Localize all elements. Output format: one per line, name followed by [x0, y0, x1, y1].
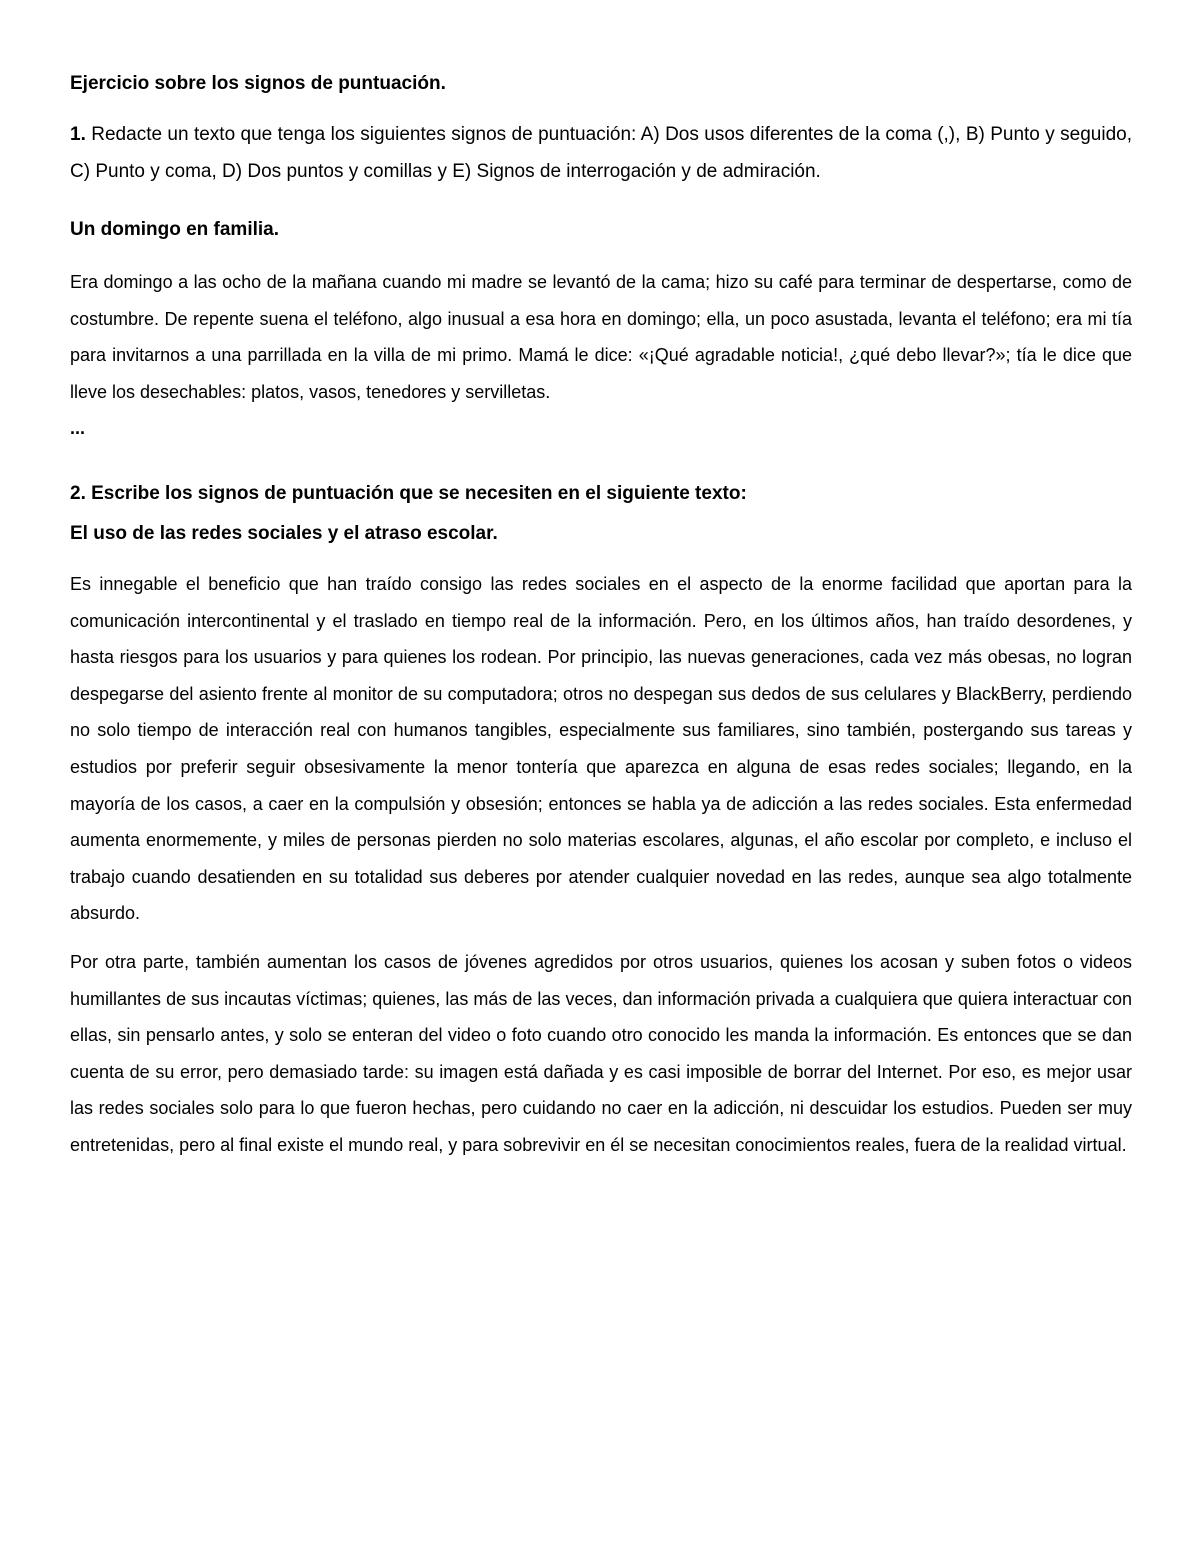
exercise-1-number: 1.	[70, 124, 86, 145]
story-ellipsis: ...	[70, 418, 86, 438]
exercise-1-text: Redacte un texto que tenga los siguientes signos de puntuación: A) Dos usos diferentes de la coma (,), B) Punto y seguido, C) Punto y coma, D) Dos puntos y comillas y E) Signos de interrogación y de admiración.	[70, 124, 1132, 182]
exercise-2-paragraph-1: Es innegable el beneficio que han traído consigo las redes sociales en el aspecto de la enorme facilidad que aportan para la comunicación intercontinental y el traslado en tiempo real de la información. Pero, en los últimos años, han traído desordenes, y hasta riesgos para los usuarios y para quienes los rodean. Por principio, las nuevas generaciones, cada vez más obesas, no logran despegarse del asiento frente al monitor de su computadora; otros no despegan sus dedos de sus celulares y BlackBerry, perdiendo no solo tiempo de interacción real con humanos tangibles, especialmente sus familiares, sino también, postergando sus tareas y estudios por preferir seguir obsesivamente la menor tontería que aparezca en alguna de esas redes sociales; llegando, en la mayoría de los casos, a caer en la compulsión y obsesión; entonces se habla ya de adicción a las redes sociales. Esta enfermedad aumenta enormemente, y miles de personas pierden no solo materias escolares, algunas, el año escolar por completo, e incluso el trabajo cuando desatienden en su totalidad sus deberes por atender cualquier novedad en las redes, aunque sea algo totalmente absurdo.	[70, 574, 1132, 924]
exercise-2-subheading: El uso de las redes sociales y el atraso escolar.	[70, 523, 498, 544]
exercise-1-instruction	[70, 116, 1132, 190]
story-title: Un domingo en familia.	[70, 219, 280, 240]
exercise-2-paragraph-2: Por otra parte, también aumentan los casos de jóvenes agredidos por otros usuarios, quienes los acosan y suben fotos o videos humillantes de sus incautas víctimas; quienes, las más de las veces, dan información privada a cualquiera que quiera interactuar con ellas, sin pensarlo antes, y solo se enteran del video o foto cuando otro conocido les manda la información. Es entonces que se dan cuenta de su error, pero demasiado tarde: su imagen está dañada y es casi imposible de borrar del Internet. Por eso, es mejor usar las redes sociales solo para lo que fueron hechas, pero cuidando no caer en la adicción, ni descuidar los estudios. Pueden ser muy entretenidas, pero al final existe el mundo real, y para sobrevivir en él se necesitan conocimientos reales, fuera de la realidad virtual.	[70, 951, 1132, 1155]
story-text: Era domingo a las ocho de la mañana cuando mi madre se levantó de la cama; hizo su café para terminar de despertarse, como de costumbre. De repente suena el teléfono, algo inusual a esa hora en domingo; ella, un poco asustada, levanta el teléfono; era mi tía para invitarnos a una parrillada en la villa de mi primo. Mamá le dice: «¡Qué agradable noticia!, ¿qué debo llevar?»; tía le dice que lleve los desechables: platos, vasos, tenedores y servilletas.	[70, 272, 1132, 402]
exercise-2-heading: 2. Escribe los signos de puntuación que se necesiten en el siguiente texto:	[70, 483, 747, 504]
document-title: Ejercicio sobre los signos de puntuación.	[70, 73, 446, 94]
